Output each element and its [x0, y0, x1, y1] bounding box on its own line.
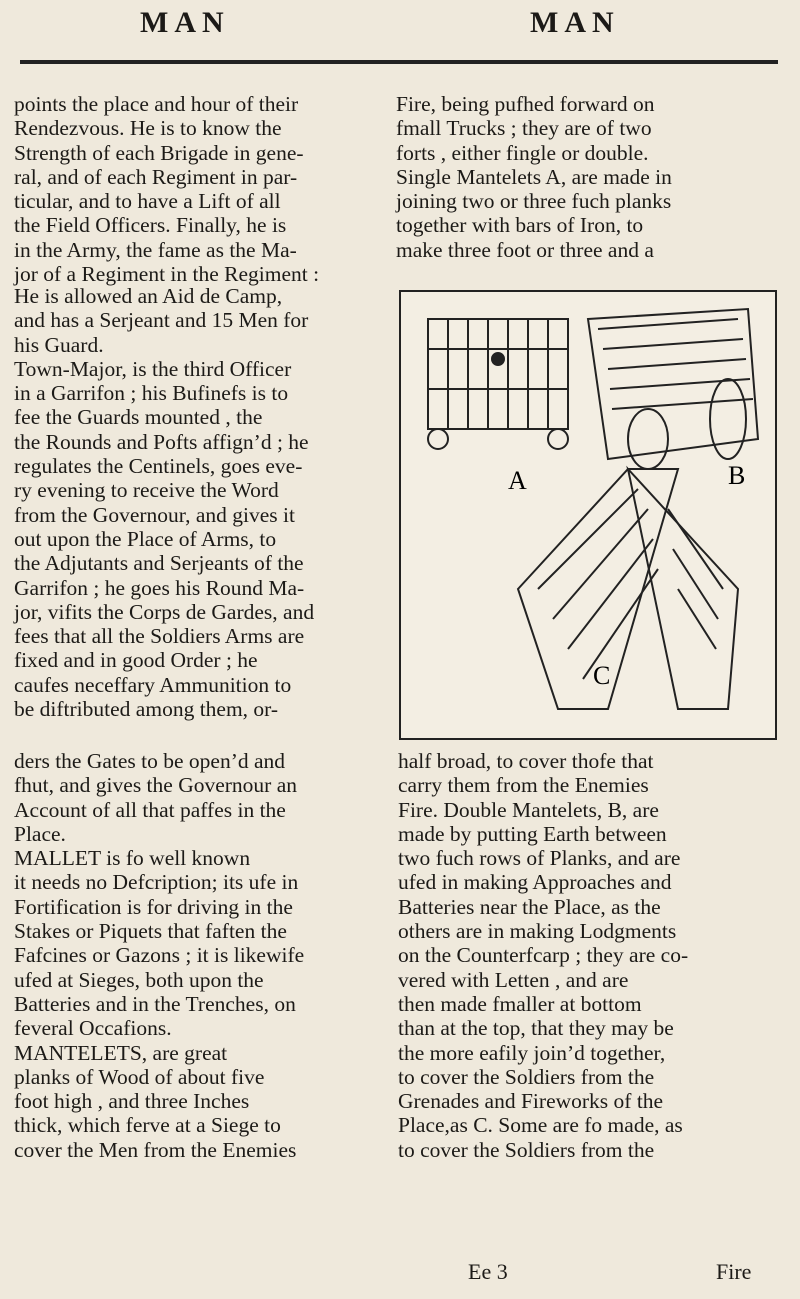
- text-line: together with bars of Iron, to: [396, 213, 644, 238]
- figure-label-b: B: [728, 461, 746, 490]
- text-line: on the Counterfcarp ; they are co-: [398, 943, 689, 968]
- text-line: and has a Serjeant and 15 Men for: [14, 308, 309, 333]
- text-line: Town-Major, is the third Officer: [14, 356, 292, 381]
- right-column-bottom: [398, 749, 788, 1162]
- catchword: Fire: [716, 1259, 752, 1284]
- text-line: the Field Officers. Finally, he is: [14, 213, 287, 238]
- text-line: to cover the Soldiers from the: [398, 1064, 655, 1089]
- text-line: regulates the Centinels, goes eve-: [14, 454, 303, 479]
- text-line: planks of Wood of about five: [14, 1064, 265, 1089]
- text-line: Account of all that paffes in the: [14, 797, 286, 822]
- text-line: the Adjutants and Serjeants of the: [14, 551, 304, 576]
- text-line: fhut, and gives the Governour an: [14, 773, 298, 798]
- text-line: MALLET is fo well known: [14, 846, 251, 871]
- figure-label-c: C: [593, 661, 611, 690]
- text-line: in a Garrifon ; his Bufinefs is to: [14, 381, 289, 406]
- text-line: two fuch rows of Planks, and are: [398, 846, 681, 871]
- text-line: ticular, and to have a Lift of all: [14, 189, 281, 214]
- text-line: Fafcines or Gazons ; it is likewife: [14, 943, 305, 968]
- text-line: Place.: [14, 821, 66, 846]
- text-line: the Rounds and Pofts affign’d ; he: [14, 429, 309, 454]
- text-line: foot high , and three Inches: [14, 1089, 250, 1114]
- text-line: Stakes or Piquets that faften the: [14, 919, 287, 944]
- text-line: from the Governour, and gives it: [14, 502, 295, 527]
- text-line: fixed and in good Order ; he: [14, 648, 258, 673]
- text-line: ders the Gates to be open’d and: [14, 749, 286, 773]
- left-column-top: [14, 92, 388, 286]
- text-line: it needs no Defcription; its ufe in: [14, 870, 299, 895]
- text-line: Single Mantelets A, are made in: [396, 164, 672, 189]
- text-line: Place,as C. Some are fo made, as: [398, 1113, 683, 1138]
- text-line: joining two or three fuch planks: [396, 189, 672, 214]
- text-line: ufed in making Approaches and: [398, 870, 672, 895]
- text-line: thick, which ferve at a Siege to: [14, 1113, 281, 1138]
- text-line: Rendezvous. He is to know the: [14, 116, 282, 141]
- mantelets-illustration: [398, 289, 778, 741]
- text-line: ry evening to receive the Word: [14, 478, 279, 503]
- text-line: jor of a Regiment in the Regiment :: [14, 262, 320, 287]
- text-line: ufed at Sieges, both upon the: [14, 967, 264, 992]
- text-line: vered with Letten , and are: [398, 967, 629, 992]
- text-line: fees that all the Soldiers Arms are: [14, 624, 305, 649]
- signature-mark: Ee 3: [468, 1259, 508, 1284]
- header-rule: [20, 60, 778, 64]
- text-line: others are in making Lodgments: [398, 919, 677, 944]
- right-column-top: [396, 92, 786, 262]
- text-line: feveral Occafions.: [14, 1016, 172, 1041]
- text-line: to cover the Soldiers from the: [398, 1137, 655, 1162]
- running-head-right: MAN: [530, 6, 620, 39]
- left-column-middle: [14, 284, 315, 722]
- text-line: jor, vifits the Corps de Gardes, and: [14, 599, 315, 624]
- mantelets-engraving: [398, 289, 778, 741]
- text-line: forts , either fingle or double.: [396, 140, 649, 165]
- text-line: Fire, being pufhed forward on: [396, 92, 655, 116]
- text-line: Fire. Double Mantelets, B, are: [398, 797, 659, 822]
- text-line: make three foot or three and a: [396, 237, 654, 262]
- text-line: cover the Men from the Enemies: [14, 1137, 297, 1162]
- text-line: Strength of each Brigade in gene-: [14, 140, 304, 165]
- text-line: ral, and of each Regiment in par-: [14, 164, 298, 189]
- text-line: out upon the Place of Arms, to: [14, 526, 277, 551]
- text-line: Garrifon ; he goes his Round Ma-: [14, 575, 305, 600]
- text-line: the more eafily join’d together,: [398, 1040, 666, 1065]
- text-line: He is allowed an Aid de Camp,: [14, 284, 283, 308]
- text-line: Fortification is for driving in the: [14, 894, 293, 919]
- text-line: MANTELETS, are great: [14, 1040, 228, 1065]
- text-line: Batteries and in the Trenches, on: [14, 991, 296, 1016]
- text-line: then made fmaller at bottom: [398, 991, 642, 1016]
- figure-label-a: A: [508, 466, 527, 495]
- running-head-left: MAN: [140, 6, 230, 39]
- text-line: Grenades and Fireworks of the: [398, 1089, 664, 1114]
- text-line: in the Army, the fame as the Ma-: [14, 237, 297, 262]
- left-column-bottom: [14, 749, 388, 1162]
- text-line: points the place and hour of their: [14, 92, 299, 116]
- text-line: than at the top, that they may be: [398, 1016, 674, 1041]
- text-line: caufes neceffary Ammunition to: [14, 672, 292, 697]
- text-line: his Guard.: [14, 332, 104, 357]
- text-line: half broad, to cover thofe that: [398, 749, 654, 773]
- text-line: carry them from the Enemies: [398, 773, 649, 798]
- text-line: Batteries near the Place, as the: [398, 894, 661, 919]
- text-line: fee the Guards mounted , the: [14, 405, 263, 430]
- text-line: fmall Trucks ; they are of two: [396, 116, 652, 141]
- text-line: be diftributed among them, or-: [14, 697, 279, 722]
- text-line: made by putting Earth between: [398, 821, 667, 846]
